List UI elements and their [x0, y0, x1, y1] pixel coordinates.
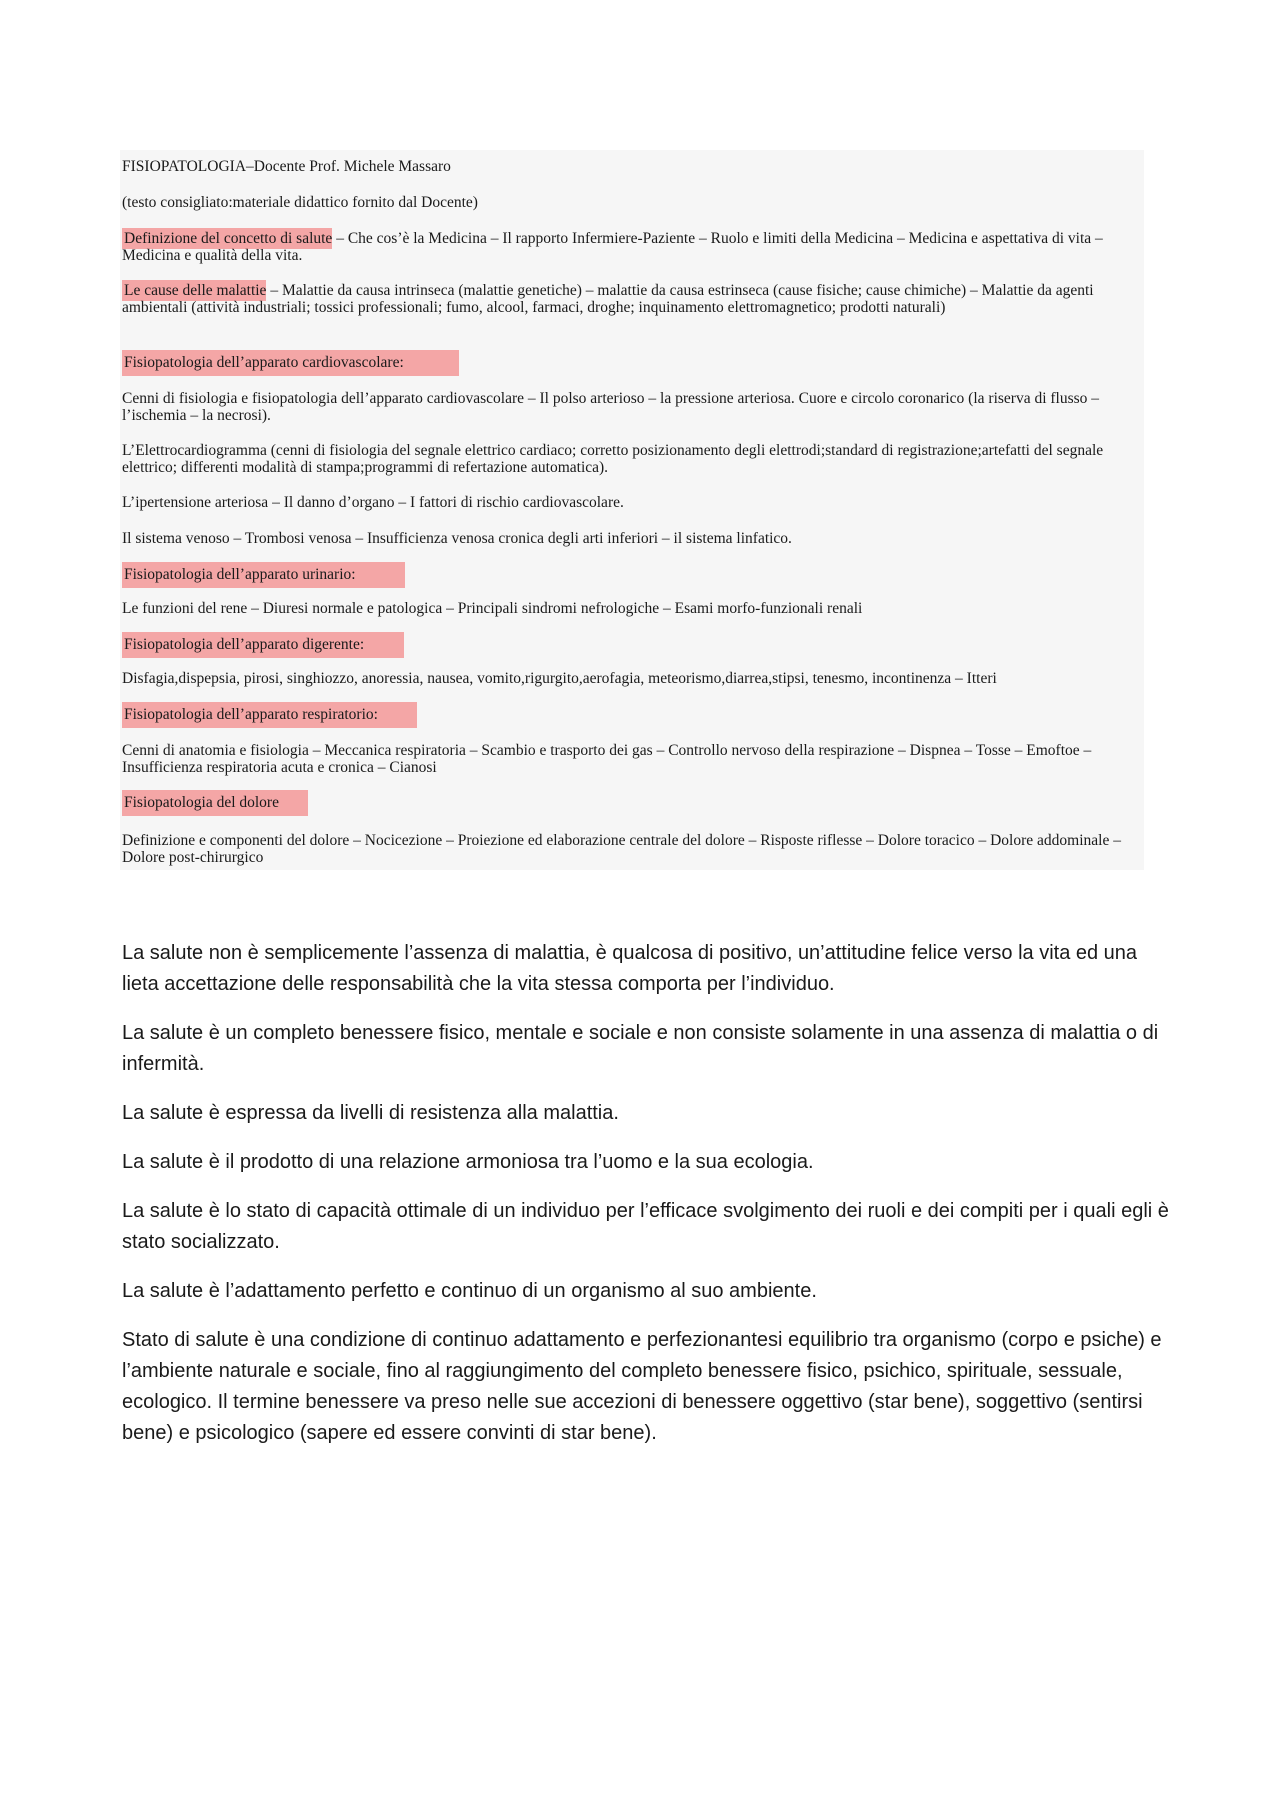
urinary-text: Le funzioni del rene – Diuresi normale e patologica – Principali sindromi nefrologiche – Esami morfo-funzionali renali [122, 600, 863, 617]
section-text: – Malattie da causa intrinseca (malattie genetiche) – malattie da causa estrinseca (cause fisiche; cause chimiche) – Malattie da agenti ambientali (attività industriali; tossici professionali; fumo, alcool, farmaci, droghe; inquinamento elettromagnetico; prodotti naturali) [122, 282, 1094, 316]
syllabus-title: FISIOPATOLOGIA–Docente Prof. Michele Massaro [122, 158, 451, 175]
highlight-heading-pain: Fisiopatologia del dolore [122, 790, 308, 816]
paragraph: La salute è l’adattamento perfetto e continuo di un organismo al suo ambiente. [122, 1280, 817, 1302]
syllabus-section-health [122, 230, 1122, 264]
highlight-heading-cardio: Fisiopatologia dell’apparato cardiovascolare: [122, 350, 459, 376]
paragraph: La salute è lo stato di capacità ottimale di un individuo per l’efficace svolgimento dei ruoli e dei compiti per i quali egli è stato socializzato. [122, 1200, 1169, 1253]
paragraph: La salute è il prodotto di una relazione armoniosa tra l’uomo e la sua ecologia. [122, 1151, 814, 1173]
paragraph: Stato di salute è una condizione di continuo adattamento e perfezionantesi equilibrio tra organismo (corpo e psiche) e l’ambiente naturale e sociale, fino al raggiungimento del completo benessere fisico, psichico, spirituale, sessuale, ecologico. Il termine benessere va preso nelle sue accezioni di benessere oggettivo (star bene), soggettivo (sentirsi bene) e psicologico (sapere ed essere convinti di star bene). [122, 1329, 1162, 1444]
highlight-heading: Le cause delle malattie [124, 282, 267, 299]
pain-text: Definizione e componenti del dolore – Nocicezione – Proiezione ed elaborazione centrale del dolore – Risposte riflesse – Dolore toracico – Dolore addominale – Dolore post-chirurgico [122, 832, 1121, 866]
digestive-text: Disfagia,dispepsia, pirosi, singhiozzo, anoressia, nausea, vomito,rigurgito,aerofagia, meteorismo,diarrea,stipsi, tenesmo, incontinenza – Itteri [122, 670, 997, 687]
paragraph: La salute è espressa da livelli di resistenza alla malattia. [122, 1102, 619, 1124]
cardio-text-3: L’ipertensione arteriosa – Il danno d’organo – I fattori di rischio cardiovascolare. [122, 494, 624, 511]
paragraph: La salute non è semplicemente l’assenza di malattia, è qualcosa di positivo, un’attitudine felice verso la vita ed una lieta accettazione delle responsabilità che la vita stessa comporta per l’individuo. [122, 942, 1138, 995]
cardio-text-4: Il sistema venoso – Trombosi venosa – Insufficienza venosa cronica degli arti inferiori – il sistema linfatico. [122, 530, 792, 547]
syllabus-section-causes [122, 282, 1122, 316]
highlight-heading-respiratory: Fisiopatologia dell’apparato respiratorio: [122, 702, 417, 728]
highlight-heading: Definizione del concetto di salute [124, 230, 333, 247]
health-definitions [122, 938, 1172, 1467]
paragraph: La salute è un completo benessere fisico, mentale e sociale e non consiste solamente in una assenza di malattia o di infermità. [122, 1022, 1159, 1075]
syllabus-subtitle: (testo consigliato:materiale didattico fornito dal Docente) [122, 194, 478, 211]
cardio-text-2: L’Elettrocardiogramma (cenni di fisiologia del segnale elettrico cardiaco; corretto posizionamento degli elettrodi;standard di registrazione;artefatti del segnale elettrico; differenti modalità di stampa;programmi di refertazione automatica). [122, 442, 1104, 476]
section-text: – Che cos’è la Medicina – Il rapporto Infermiere-Paziente – Ruolo e limiti della Medicina – Medicina e aspettativa di vita – Medicina e qualità della vita. [122, 230, 1103, 264]
highlight-heading-urinary: Fisiopatologia dell’apparato urinario: [122, 562, 405, 588]
respiratory-text: Cenni di anatomia e fisiologia – Meccanica respiratoria – Scambio e trasporto dei gas – Controllo nervoso della respirazione – Dispnea – Tosse – Emoftoe – Insufficienza respiratoria acuta e cronica – Cianosi [122, 742, 1092, 776]
highlight-heading-digestive: Fisiopatologia dell’apparato digerente: [122, 632, 404, 658]
cardio-text-1: Cenni di fisiologia e fisiopatologia dell’apparato cardiovascolare – Il polso arterioso – la pressione arteriosa. Cuore e circolo coronarico (la riserva di flusso – l’ischemia – la necrosi). [122, 390, 1100, 424]
scanned-syllabus-image [120, 150, 1144, 870]
